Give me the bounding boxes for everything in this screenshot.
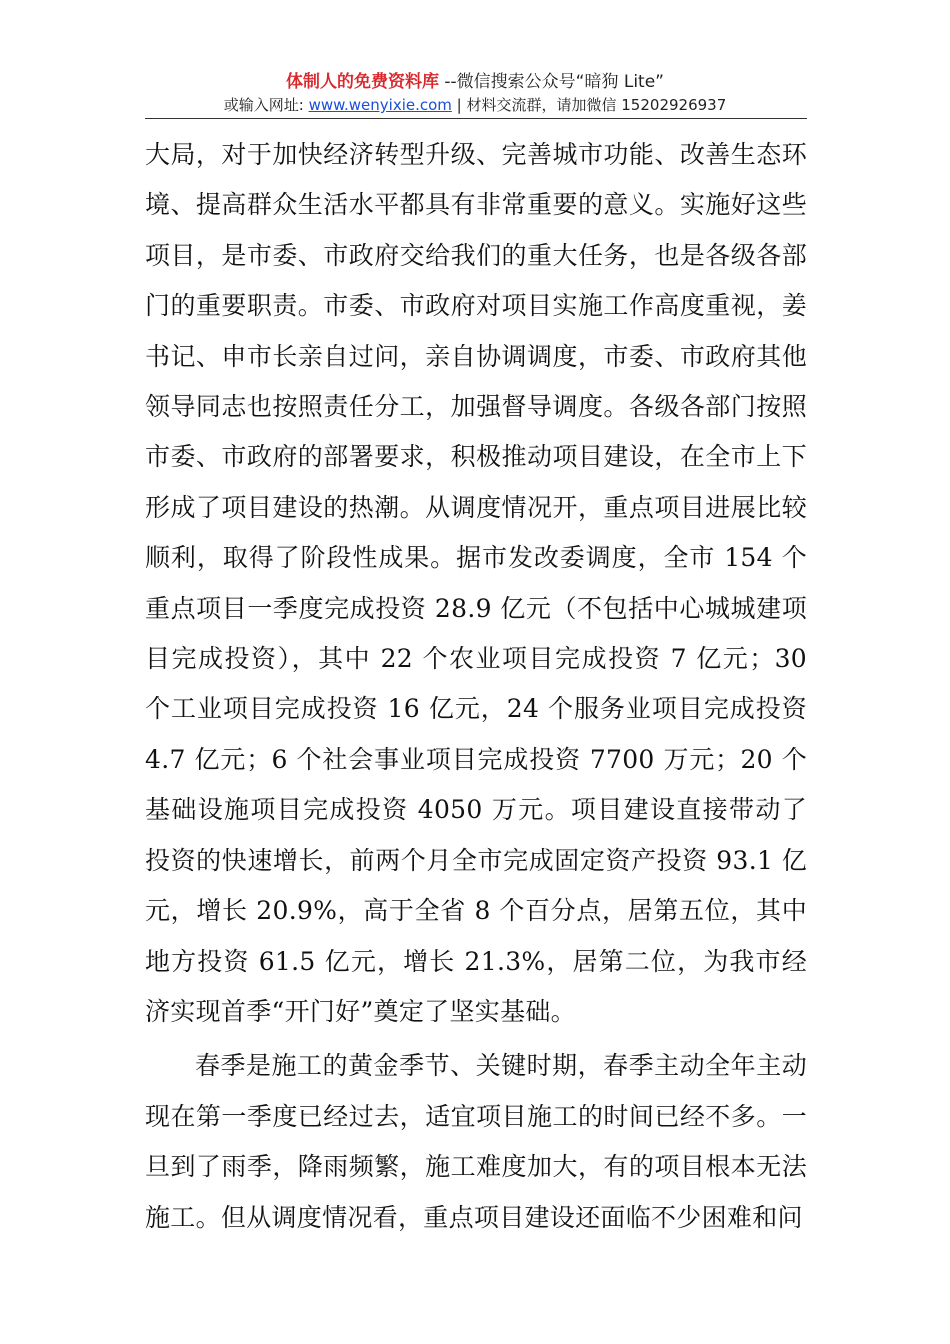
header-title-line	[0, 70, 950, 94]
url-prefix: 或输入网址:	[223, 96, 309, 114]
document-header	[0, 70, 950, 116]
document-body	[145, 130, 807, 1243]
contact-info: | 材料交流群，请加微信 15202926937	[451, 96, 727, 114]
paragraph-1: 大局，对于加快经济转型升级、完善城市功能、改善生态环境、提高群众生活水平都具有非常重要的意义。实施好这些项目，是市委、市政府交给我们的重大任务，也是各级各部门的重要职责。市委、市政府对项目实施工作高度重视，姜书记、申市长亲自过问，亲自协调调度，市委、市政府其他领导同志也按照责任分工，加强督导调度。各级各部门按照市委、市政府的部署要求，积极推动项目建设，在全市上下形成了项目建设的热潮。从调度情况开，重点项目进展比较顺利，取得了阶段性成果。据市发改委调度，全市 154 个重点项目一季度完成投资 28.9 亿元（不包括中心城城建项目完成投资），其中 22 个农业项目完成投资 7 亿元；30 个工业项目完成投资 16 亿元，24 个服务业项目完成投资 4.7 亿元；6 个社会事业项目完成投资 7700 万元；20 个基础设施项目完成投资 4050 万元。项目建设直接带动了投资的快速增长，前两个月全市完成固定资产投资 93.1 亿元，增长 20.9%，高于全省 8 个百分点，居第五位，其中地方投资 61.5 亿元，增长 21.3%，居第二位，为我市经济实现首季“开门好”奠定了坚实基础。	[145, 140, 807, 1026]
paragraph-2: 春季是施工的黄金季节、关键时期，春季主动全年主动现在第一季度已经过去，适宜项目施工的时间已经不多。一旦到了雨季，降雨频繁，施工难度加大，有的项目根本无法施工。但从调度情况看，重点项目建设还面临不少困难和问	[145, 1051, 807, 1232]
website-link[interactable]: www.wenyixie.com	[308, 96, 452, 114]
header-contact-line	[0, 94, 950, 116]
brand-title: 体制人的免费资料库	[285, 72, 439, 92]
header-divider	[145, 118, 807, 119]
wechat-notice: --微信搜索公众号“暗狗 Lite”	[438, 72, 664, 92]
